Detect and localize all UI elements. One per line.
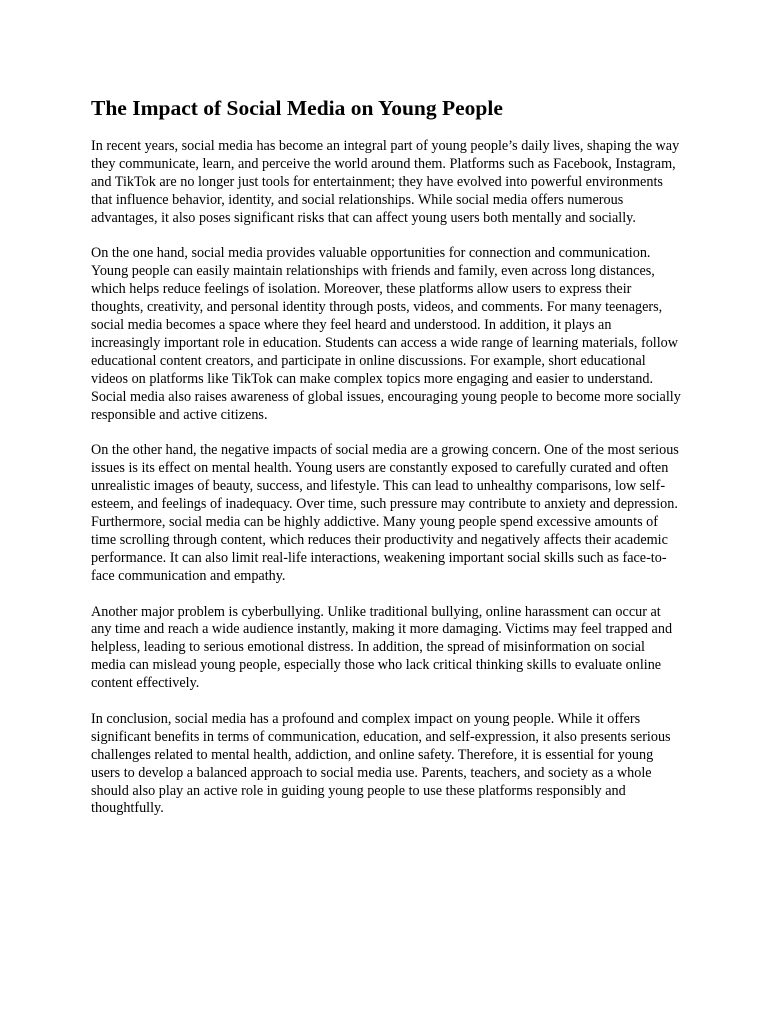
document-title: The Impact of Social Media on Young People [91,96,503,120]
document-page [91,94,681,836]
paragraph-conclusion: In conclusion, social media has a profound and complex impact on young people. While it offers significant benefits in terms of communication, education, and self-expression, it also presents serious challenges related to mental health, addiction, and online safety. Therefore, it is essential for young users to develop a balanced approach to social media use. Parents, teachers, and society as a whole should also play an active role in guiding young people to use these platforms responsibly and thoughtfully. [91,710,671,817]
paragraph-advantages: On the one hand, social media provides valuable opportunities for connection and communication. Young people can easily maintain relationships with friends and family, even across long distances, which helps reduce feelings of isolation. Moreover, these platforms allow users to express their thoughts, creativity, and personal identity through posts, videos, and comments. For many teenagers, social media becomes a space where they feel heard and understood. In addition, it plays an increasingly important role in education. Students can access a wide range of learning materials, follow educational content creators, and participate in online discussions. For example, short educational videos on platforms like TikTok can make complex topics more engaging and easier to understand. Social media also raises awareness of global issues, encouraging young people to become more socially responsible and active citizens. [91,245,681,423]
paragraph-cyberbullying: Another major problem is cyberbullying. Unlike traditional bullying, online harassment can occur at any time and reach a wide audience instantly, making it more damaging. Victims may feel trapped and helpless, leading to serious emotional distress. In addition, the spread of misinformation on social media can mislead young people, especially those who lack critical thinking skills to evaluate online content effectively. [91,603,673,692]
paragraph-negative-impacts: On the other hand, the negative impacts of social media are a growing concern. One of the most serious issues is its effect on mental health. Young users are constantly exposed to carefully curated and often unrealistic images of beauty, success, and lifestyle. This can lead to unhealthy comparisons, low self-esteem, and feelings of inadequacy. Over time, such pressure may contribute to anxiety and depression. Furthermore, social media can be highly addictive. Many young people spend excessive amounts of time scrolling through content, which reduces their productivity and negatively affects their academic performance. It can also limit real-life interactions, weakening important social skills such as face-to-face communication and empathy. [91,442,679,584]
paragraph-introduction: In recent years, social media has become an integral part of young people’s daily lives, shaping the way they communicate, learn, and perceive the world around them. Platforms such as Facebook, Instagram, and TikTok are no longer just tools for entertainment; they have evolved into powerful environments that influence behavior, identity, and social relationships. While social media offers numerous advantages, it also poses significant risks that can affect young users both mentally and socially. [91,138,680,226]
